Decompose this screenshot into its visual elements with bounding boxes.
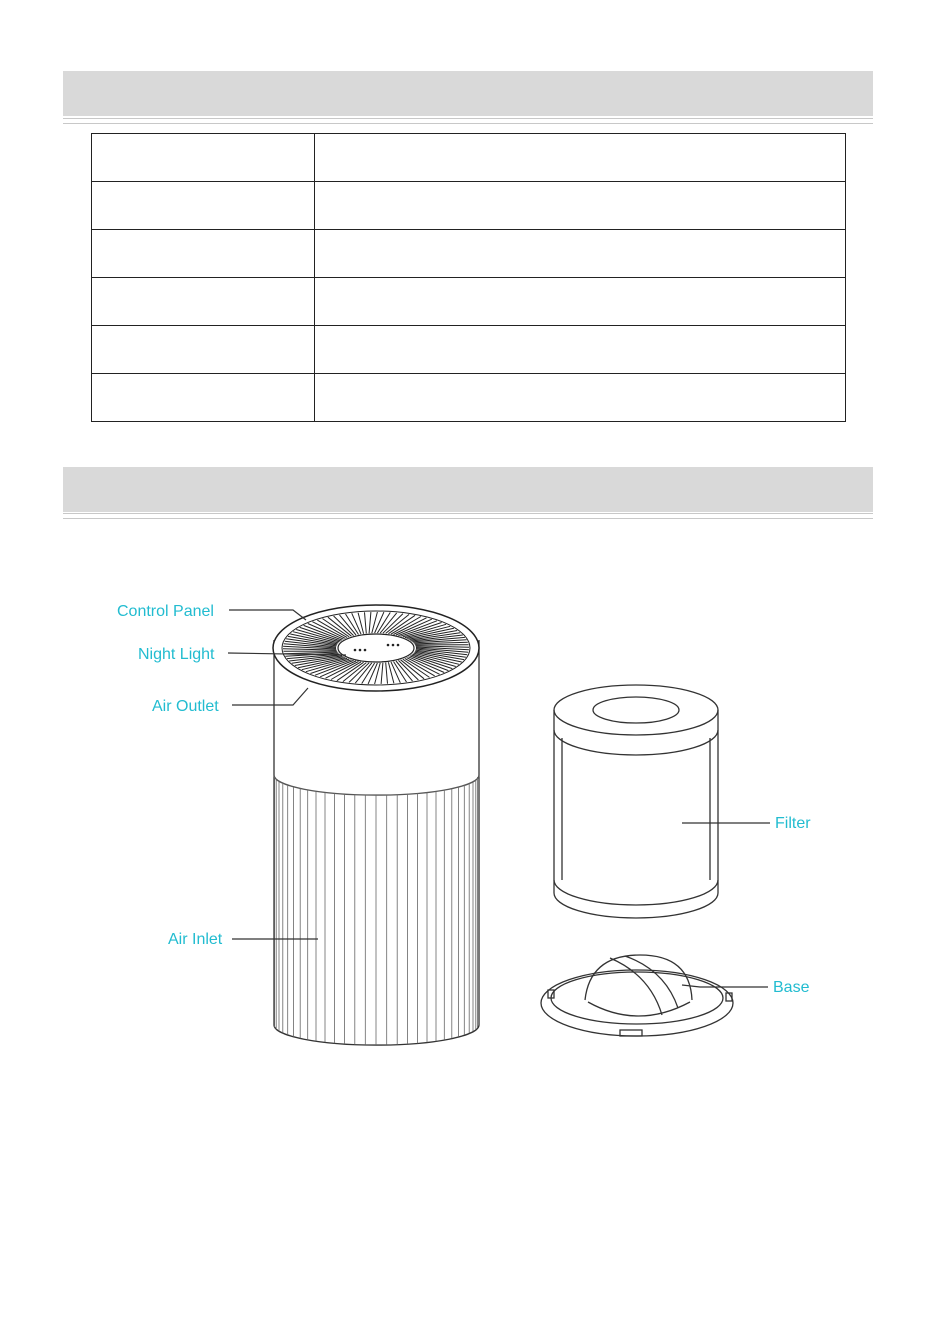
spec-value	[315, 374, 846, 422]
specifications-header-rule	[63, 118, 873, 124]
callout-control-panel: Control Panel	[117, 603, 214, 620]
product-parts-diagram	[0, 540, 932, 1070]
callout-air-outlet: Air Outlet	[152, 698, 219, 715]
filter-cartridge	[554, 685, 718, 918]
base-unit	[541, 955, 733, 1036]
specifications-table	[91, 133, 846, 422]
callout-air-inlet: Air Inlet	[168, 931, 223, 948]
table-row	[92, 230, 846, 278]
callout-filter: Filter	[775, 815, 811, 832]
table-row	[92, 182, 846, 230]
spec-label	[92, 326, 315, 374]
table-row	[92, 134, 846, 182]
parts-header-rule	[63, 513, 873, 519]
parts-header-bar	[63, 467, 873, 512]
specifications-header-bar	[63, 71, 873, 116]
spec-label	[92, 230, 315, 278]
table-row	[92, 278, 846, 326]
air-inlet-grille	[275, 777, 478, 1045]
spec-value	[315, 230, 846, 278]
table-row	[92, 326, 846, 374]
table-row	[92, 374, 846, 422]
spec-label	[92, 374, 315, 422]
purifier-unit	[274, 640, 479, 1045]
spec-value	[315, 134, 846, 182]
spec-value	[315, 278, 846, 326]
spec-value	[315, 182, 846, 230]
spec-label	[92, 134, 315, 182]
spec-label	[92, 278, 315, 326]
callout-night-light: Night Light	[138, 646, 215, 663]
callout-base: Base	[773, 979, 810, 996]
spec-value	[315, 326, 846, 374]
spec-label	[92, 182, 315, 230]
